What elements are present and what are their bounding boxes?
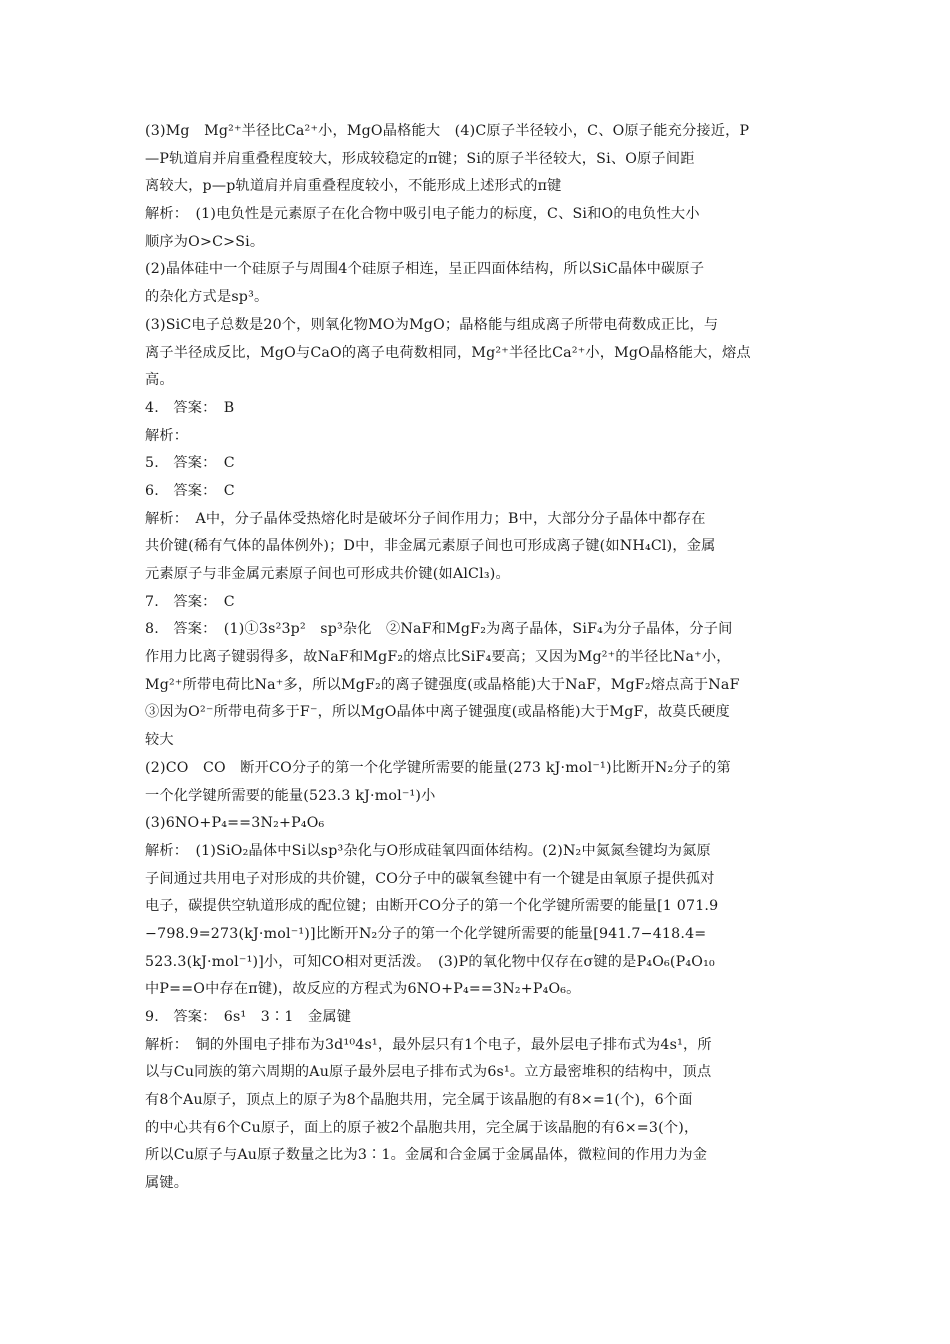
text-line: 较大 (145, 732, 174, 749)
text-line: 以与Cu同族的第六周期的Au原子最外层电子排布式为6s¹。立方最密堆积的结构中，顶点 (145, 1064, 712, 1081)
text-line: 5. 答案： C (145, 455, 235, 472)
text-line: (2)晶体硅中一个硅原子与周围4个硅原子相连，呈正四面体结构，所以SiC晶体中碳原子 (145, 261, 705, 278)
text-line: −798.9=273(kJ·mol⁻¹)]比断开N₂分子的第一个化学键所需要的能量[941.7−418.4= (145, 925, 707, 942)
text-line: (3)SiC电子总数是20个，则氧化物MO为MgO；晶格能与组成离子所带电荷数成正比，与 (145, 316, 719, 333)
text-line: 中P==O中存在π键)，故反应的方程式为6NO+P₄==3N₂+P₄O₆。 (145, 981, 581, 998)
text-line: 电子，碳提供空轨道形成的配位键；由断开CO分子的第一个化学键所需要的能量[1 071.9 (145, 898, 719, 915)
text-line: 解析： (1)SiO₂晶体中Si以sp³杂化与O形成硅氧四面体结构。(2)N₂中氮氮叁键均为氮原 (145, 842, 711, 859)
text-line: 7. 答案： C (145, 593, 235, 610)
text-line: 的杂化方式是sp³。 (145, 289, 269, 306)
text-line: (3)6NO+P₄==3N₂+P₄O₆ (145, 815, 325, 832)
text-line: 9. 答案： 6s¹ 3∶1 金属键 (145, 1009, 352, 1025)
text-line: 离子半径成反比，MgO与CaO的离子电荷数相同，Mg²⁺半径比Ca²⁺小，MgO晶格能大，熔点 (145, 344, 751, 361)
text-line: 一个化学键所需要的能量(523.3 kJ·mol⁻¹)小 (145, 787, 436, 804)
text-line: 子间通过共用电子对形成的共价键，CO分子中的碳氧叁键中有一个键是由氧原子提供孤对 (145, 870, 715, 887)
text-line: 高。 (145, 372, 174, 389)
text-line: 解析： 铜的外围电子排布为3d¹⁰4s¹，最外层只有1个电子，最外层电子排布式为4s¹，所 (145, 1036, 712, 1053)
text-line: 523.3(kJ·mol⁻¹)]小，可知CO相对更活泼。 (3)P的氧化物中仅存在σ键的是P₄O₆(P₄O₁₀ (145, 953, 715, 970)
text-line: (2)CO CO 断开CO分子的第一个化学键所需要的能量(273 kJ·mol⁻¹)比断开N₂分子的第 (145, 759, 731, 776)
text-line: (3)Mg Mg²⁺半径比Ca²⁺小，MgO晶格能大 (4)C原子半径较小，C、O原子能充分接近，P (145, 123, 750, 139)
text-line: 解析： (1)电负性是元素原子在化合物中吸引电子能力的标度，C、Si和O的电负性大小 (145, 206, 700, 223)
text-line: 元素原子与非金属元素原子间也可形成共价键(如AlCl₃)。 (145, 566, 510, 582)
text-line: 4. 答案： B (145, 399, 235, 416)
document-body (145, 118, 807, 1198)
text-line: 属键。 (145, 1175, 189, 1192)
text-line: 解析： (145, 427, 189, 444)
text-line: 顺序为O>C>Si。 (145, 233, 265, 250)
text-line: 有8个Au原子，顶点上的原子为8个晶胞共用，完全属于该晶胞的有8×=1(个)，6个面 (145, 1092, 693, 1109)
text-line: 作用力比离子键弱得多，故NaF和MgF₂的熔点比SiF₄要高；又因为Mg²⁺的半径比Na⁺小， (145, 649, 731, 666)
text-line: 共价键(稀有气体的晶体例外)；D中，非金属元素原子间也可形成离子键(如NH₄Cl)，金属 (145, 538, 716, 555)
text-line: ③因为O²⁻所带电荷多于F⁻，所以MgO晶体中离子键强度(或晶格能)大于MgF，故莫氏硬度 (145, 704, 730, 721)
text-line: Mg²⁺所带电荷比Na⁺多，所以MgF₂的离子键强度(或晶格能)大于NaF，MgF₂熔点高于NaF (145, 676, 740, 693)
text-line: 解析： A中，分子晶体受热熔化时是破坏分子间作用力；B中，大部分分子晶体中都存在 (145, 510, 706, 527)
text-line: 的中心共有6个Cu原子，面上的原子被2个晶胞共用，完全属于该晶胞的有6×=3(个)， (145, 1119, 699, 1136)
text-line: 6. 答案： C (145, 482, 235, 499)
text-line: 8. 答案： (1)①3s²3p² sp³杂化 ②NaF和MgF₂为离子晶体，SiF₄为分子晶体，分子间 (145, 621, 733, 638)
text-line: 离较大，p—p轨道肩并肩重叠程度较小，不能形成上述形式的π键 (145, 178, 562, 195)
text-line: 所以Cu原子与Au原子数量之比为3∶1。金属和合金属于金属晶体，微粒间的作用力为金 (145, 1147, 708, 1164)
text-line: —P轨道肩并肩重叠程度较大，形成较稳定的π键；Si的原子半径较大，Si、O原子间距 (145, 150, 695, 167)
